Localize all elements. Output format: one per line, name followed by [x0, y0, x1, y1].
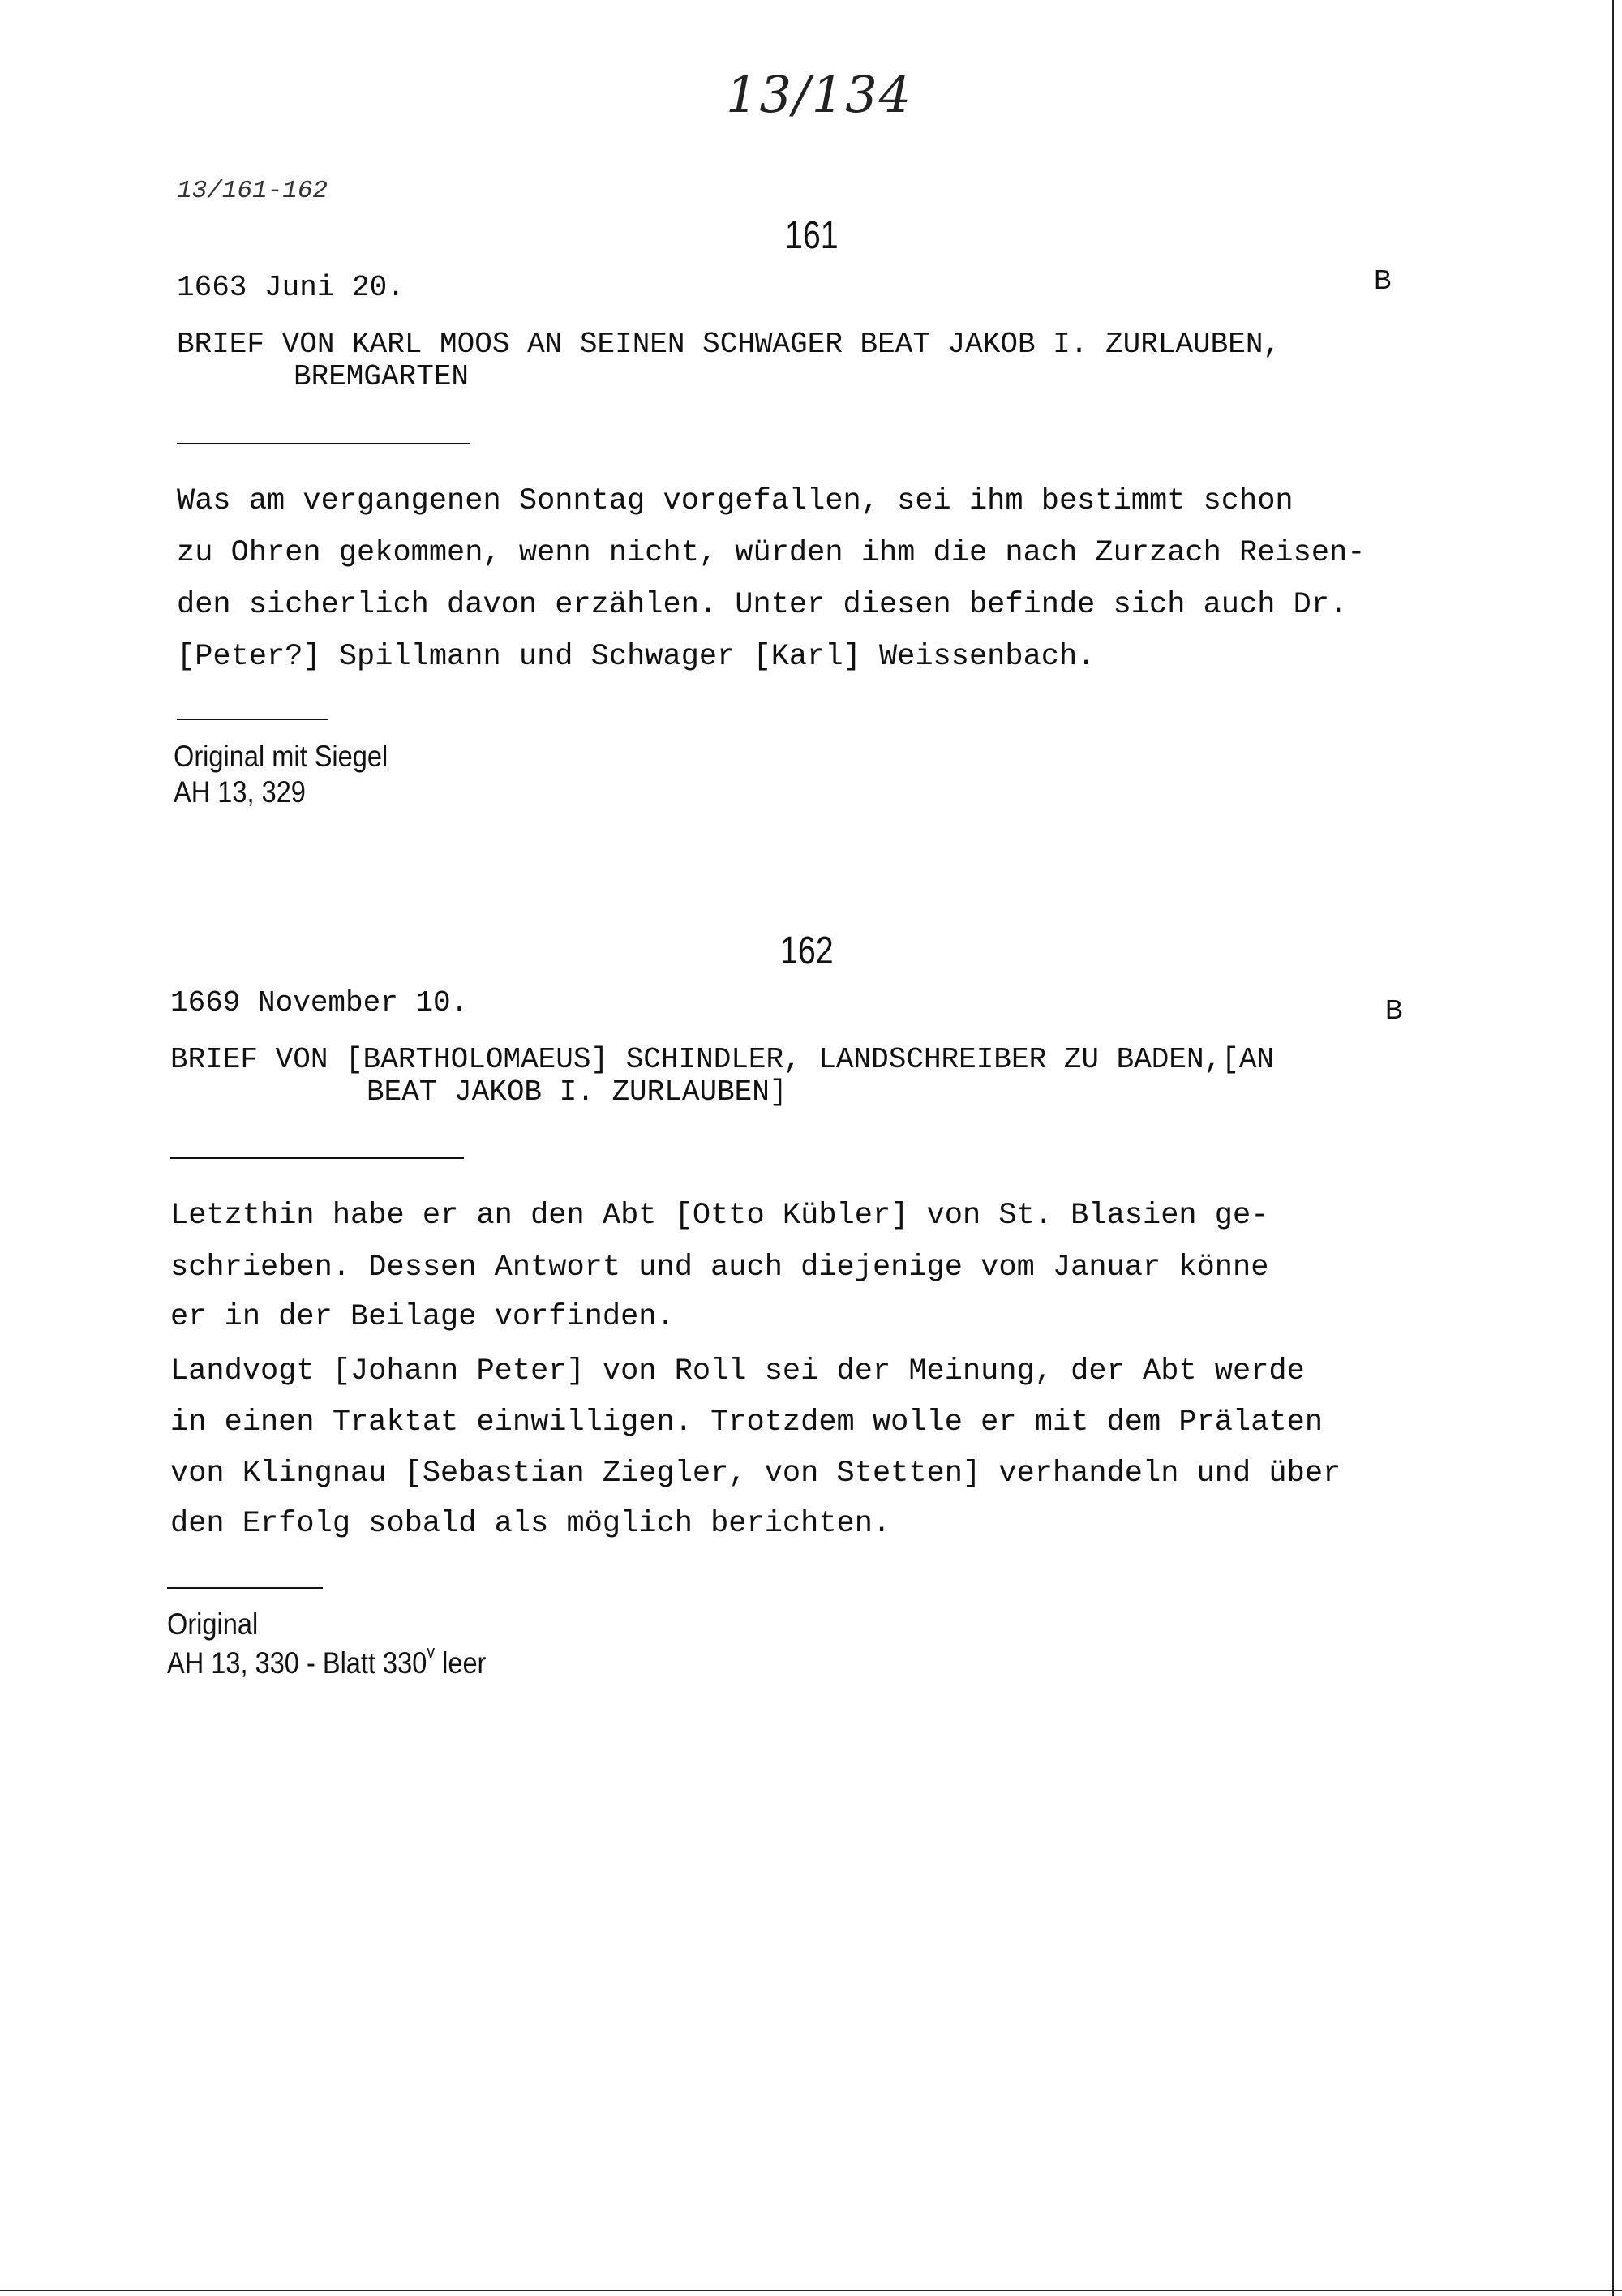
body-line: den Erfolg sobald als möglich berichten.	[170, 1507, 891, 1541]
body-line: von Klingnau [Sebastian Ziegler, von Stetten] verhandeln und über	[170, 1457, 1341, 1491]
archive-signature	[167, 1642, 487, 1680]
verso-mark: v	[427, 1642, 436, 1662]
body-line: Landvogt [Johann Peter] von Roll sei der Meinung, der Abt werde	[170, 1354, 1305, 1388]
body-line: schrieben. Dessen Antwort und auch diejenige vom Januar könne	[170, 1251, 1269, 1285]
handwritten-archive-number: 13/134	[726, 65, 913, 124]
archive-signature: AH 13, 329	[174, 775, 306, 809]
entry-date: 1669 November 10.	[170, 986, 469, 1019]
body-line: in einen Traktat einwilligen. Trotzdem wolle er mit dem Prälaten	[170, 1405, 1324, 1440]
body-line: zu Ohren gekommen, wenn nicht, würden ihm die nach Zurzach Reisen-	[177, 536, 1366, 570]
entry-title: BRIEF VON KARL MOOS AN SEINEN SCHWAGER BEAT JAKOB I. ZURLAUBEN,	[177, 328, 1281, 361]
entry-number: 161	[785, 214, 839, 257]
archive-signature-suffix: leer	[435, 1646, 487, 1680]
divider	[167, 1587, 323, 1589]
body-line: Was am vergangenen Sonntag vorgefallen, sei ihm bestimmt schon	[177, 484, 1294, 518]
divider	[170, 1157, 464, 1159]
body-line: [Peter?] Spillmann und Schwager [Karl] Weissenbach.	[177, 640, 1096, 674]
body-line: den sicherlich davon erzählen. Unter diesen befinde sich auch Dr.	[177, 588, 1348, 622]
divider	[177, 719, 328, 720]
entry-title-continued: BEAT JAKOB I. ZURLAUBEN]	[367, 1075, 787, 1109]
entry-title: BRIEF VON [BARTHOLOMAEUS] SCHINDLER, LANDSCHREIBER ZU BADEN,[AN	[170, 1043, 1275, 1076]
entry-date: 1663 Juni 20.	[177, 271, 405, 304]
source-note: Original	[167, 1607, 259, 1641]
body-line: Letzthin habe er an den Abt [Otto Kübler] von St. Blasien ge-	[170, 1199, 1269, 1233]
reference-number: 13/161-162	[177, 177, 328, 205]
document-type: B	[1385, 994, 1404, 1024]
page-edge-bottom	[0, 2290, 1622, 2291]
divider	[177, 443, 470, 444]
page-edge-right	[1612, 0, 1614, 2296]
entry-number: 162	[780, 929, 834, 972]
entry-title-continued: BREMGARTEN	[294, 360, 470, 393]
body-line: er in der Beilage vorfinden.	[170, 1300, 675, 1334]
archive-signature-text: AH 13, 330 - Blatt 330	[167, 1646, 427, 1680]
document-type: B	[1374, 264, 1392, 294]
source-note: Original mit Siegel	[174, 740, 388, 773]
